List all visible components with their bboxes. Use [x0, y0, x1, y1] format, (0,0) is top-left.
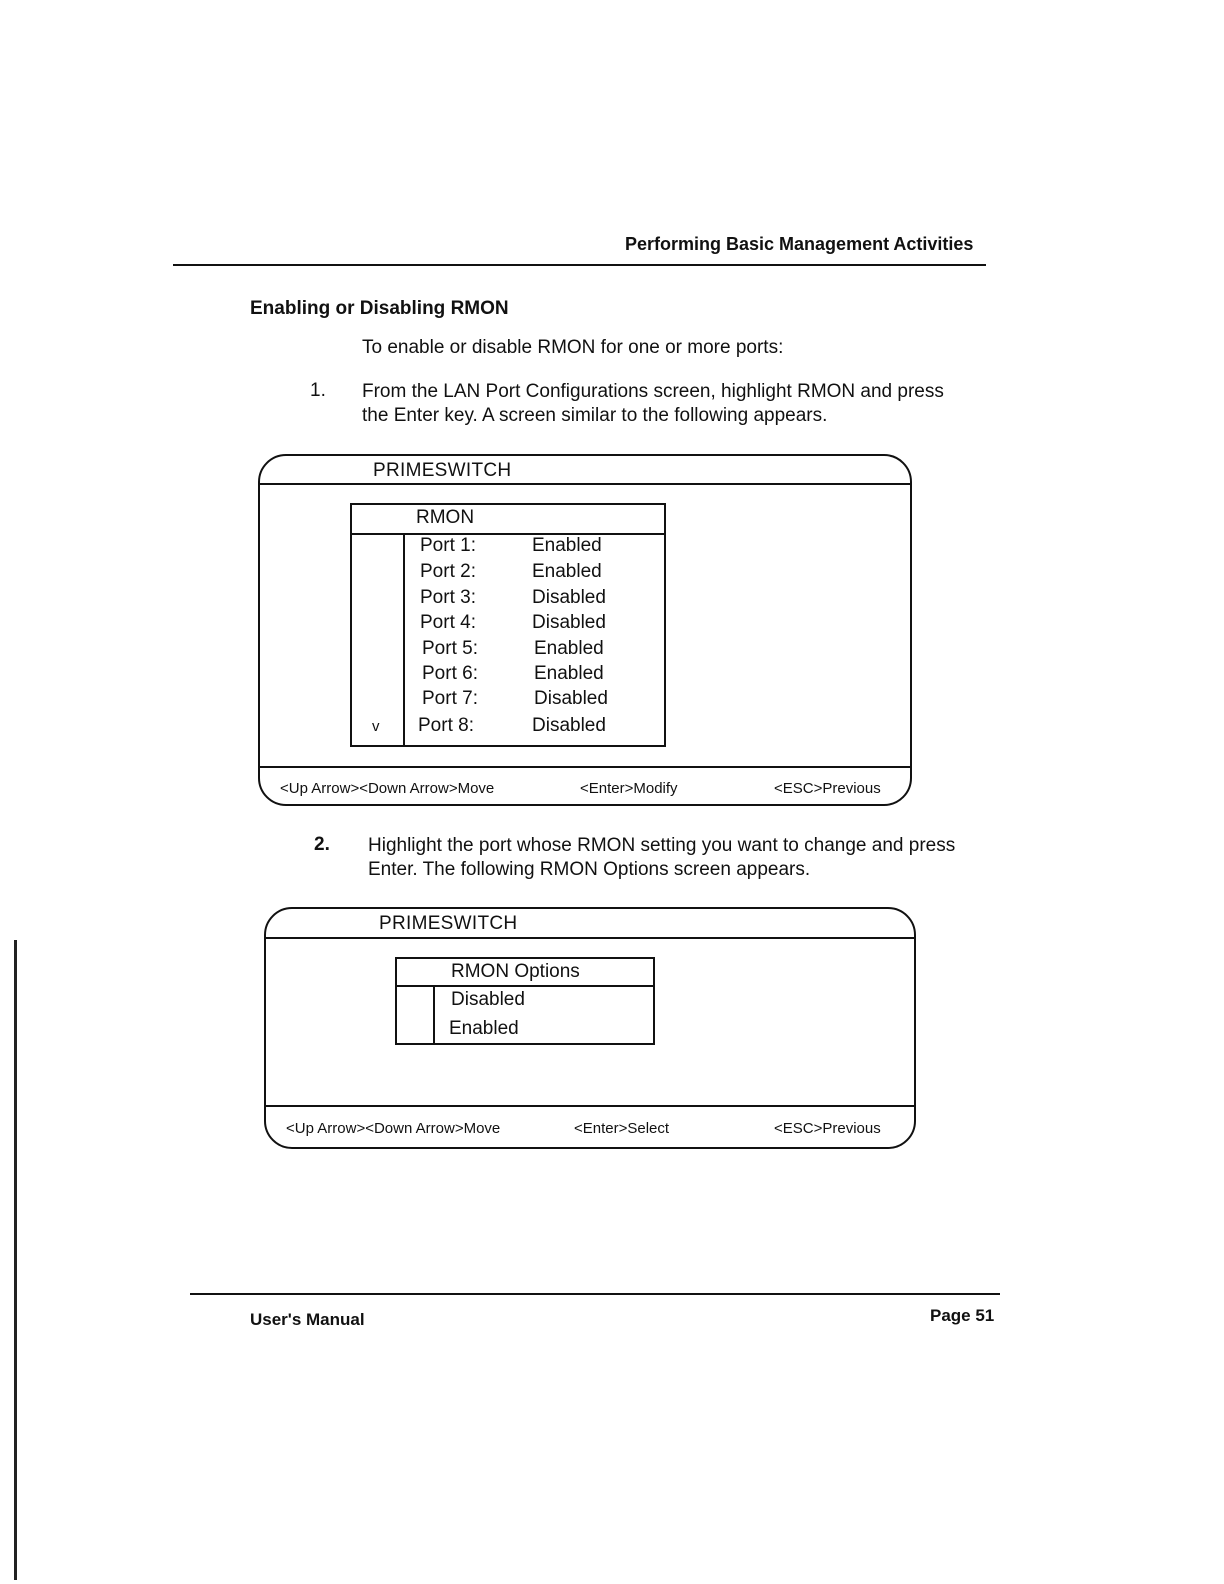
port-value: Enabled — [532, 535, 602, 556]
screen-1-title-rule — [260, 483, 910, 485]
screen-1-title: PRIMESWITCH — [373, 460, 512, 481]
option-enabled[interactable]: Enabled — [449, 1018, 519, 1039]
step-1-line-1: From the LAN Port Configurations screen, highlight RMON and press — [362, 381, 944, 402]
port-label: Port 6: — [422, 663, 478, 684]
step-1-line-2: the Enter key. A screen similar to the following appears. — [362, 405, 828, 426]
port-value: Disabled — [532, 715, 606, 736]
primeswitch-rmon-screen — [258, 454, 912, 806]
primeswitch-rmon-options-screen — [264, 907, 916, 1149]
port-value: Disabled — [532, 612, 606, 633]
rmon-menu-header — [352, 505, 664, 535]
port-value: Disabled — [532, 587, 606, 608]
screen-2-title: PRIMESWITCH — [379, 913, 518, 934]
port-value: Enabled — [534, 663, 604, 684]
rmon-options-header — [397, 959, 653, 987]
screen-1-footer-rule — [260, 766, 910, 768]
footer-select-hint: <Enter>Select — [574, 1120, 670, 1137]
port-value: Enabled — [534, 638, 604, 659]
port-label: Port 3: — [420, 587, 476, 608]
scroll-down-indicator[interactable]: v — [372, 718, 380, 735]
footer-rule — [190, 1293, 1000, 1295]
step-2-line-1: Highlight the port whose RMON setting you want to change and press — [368, 835, 956, 856]
port-label: Port 8: — [418, 715, 474, 736]
port-value: Enabled — [532, 561, 602, 582]
rmon-menu — [350, 503, 666, 747]
footer-previous-hint: <ESC>Previous — [774, 780, 881, 797]
port-label: Port 4: — [420, 612, 476, 633]
footer-move-hint: <Up Arrow><Down Arrow>Move — [286, 1120, 501, 1137]
port-label: Port 7: — [422, 688, 478, 709]
footer-modify-hint: <Enter>Modify — [580, 780, 678, 797]
intro-text: To enable or disable RMON for one or more ports: — [362, 337, 784, 358]
rmon-menu-title: RMON — [416, 507, 475, 528]
port-label: Port 1: — [420, 535, 476, 556]
footer-move-hint: <Up Arrow><Down Arrow>Move — [280, 780, 495, 797]
scan-binding-edge — [14, 940, 17, 1580]
rmon-options-menu — [395, 957, 655, 1045]
port-value: Disabled — [534, 688, 608, 709]
header-rule — [173, 264, 986, 266]
option-disabled[interactable]: Disabled — [451, 989, 525, 1010]
step-1-number: 1. — [310, 380, 326, 401]
step-2-number: 2. — [314, 834, 330, 855]
rmon-menu-divider — [403, 533, 405, 745]
page-header-title: Performing Basic Management Activities — [625, 234, 974, 254]
page-number: Page 51 — [930, 1306, 995, 1325]
step-2-line-2: Enter. The following RMON Options screen appears. — [368, 859, 811, 880]
screen-2-footer-rule — [266, 1105, 914, 1107]
screen-2-title-rule — [266, 937, 914, 939]
manual-name: User's Manual — [250, 1310, 365, 1329]
footer-previous-hint: <ESC>Previous — [774, 1120, 881, 1137]
rmon-options-divider — [433, 985, 435, 1043]
section-heading: Enabling or Disabling RMON — [250, 298, 509, 319]
port-label: Port 5: — [422, 638, 478, 659]
port-label: Port 2: — [420, 561, 476, 582]
rmon-options-title: RMON Options — [451, 961, 580, 982]
